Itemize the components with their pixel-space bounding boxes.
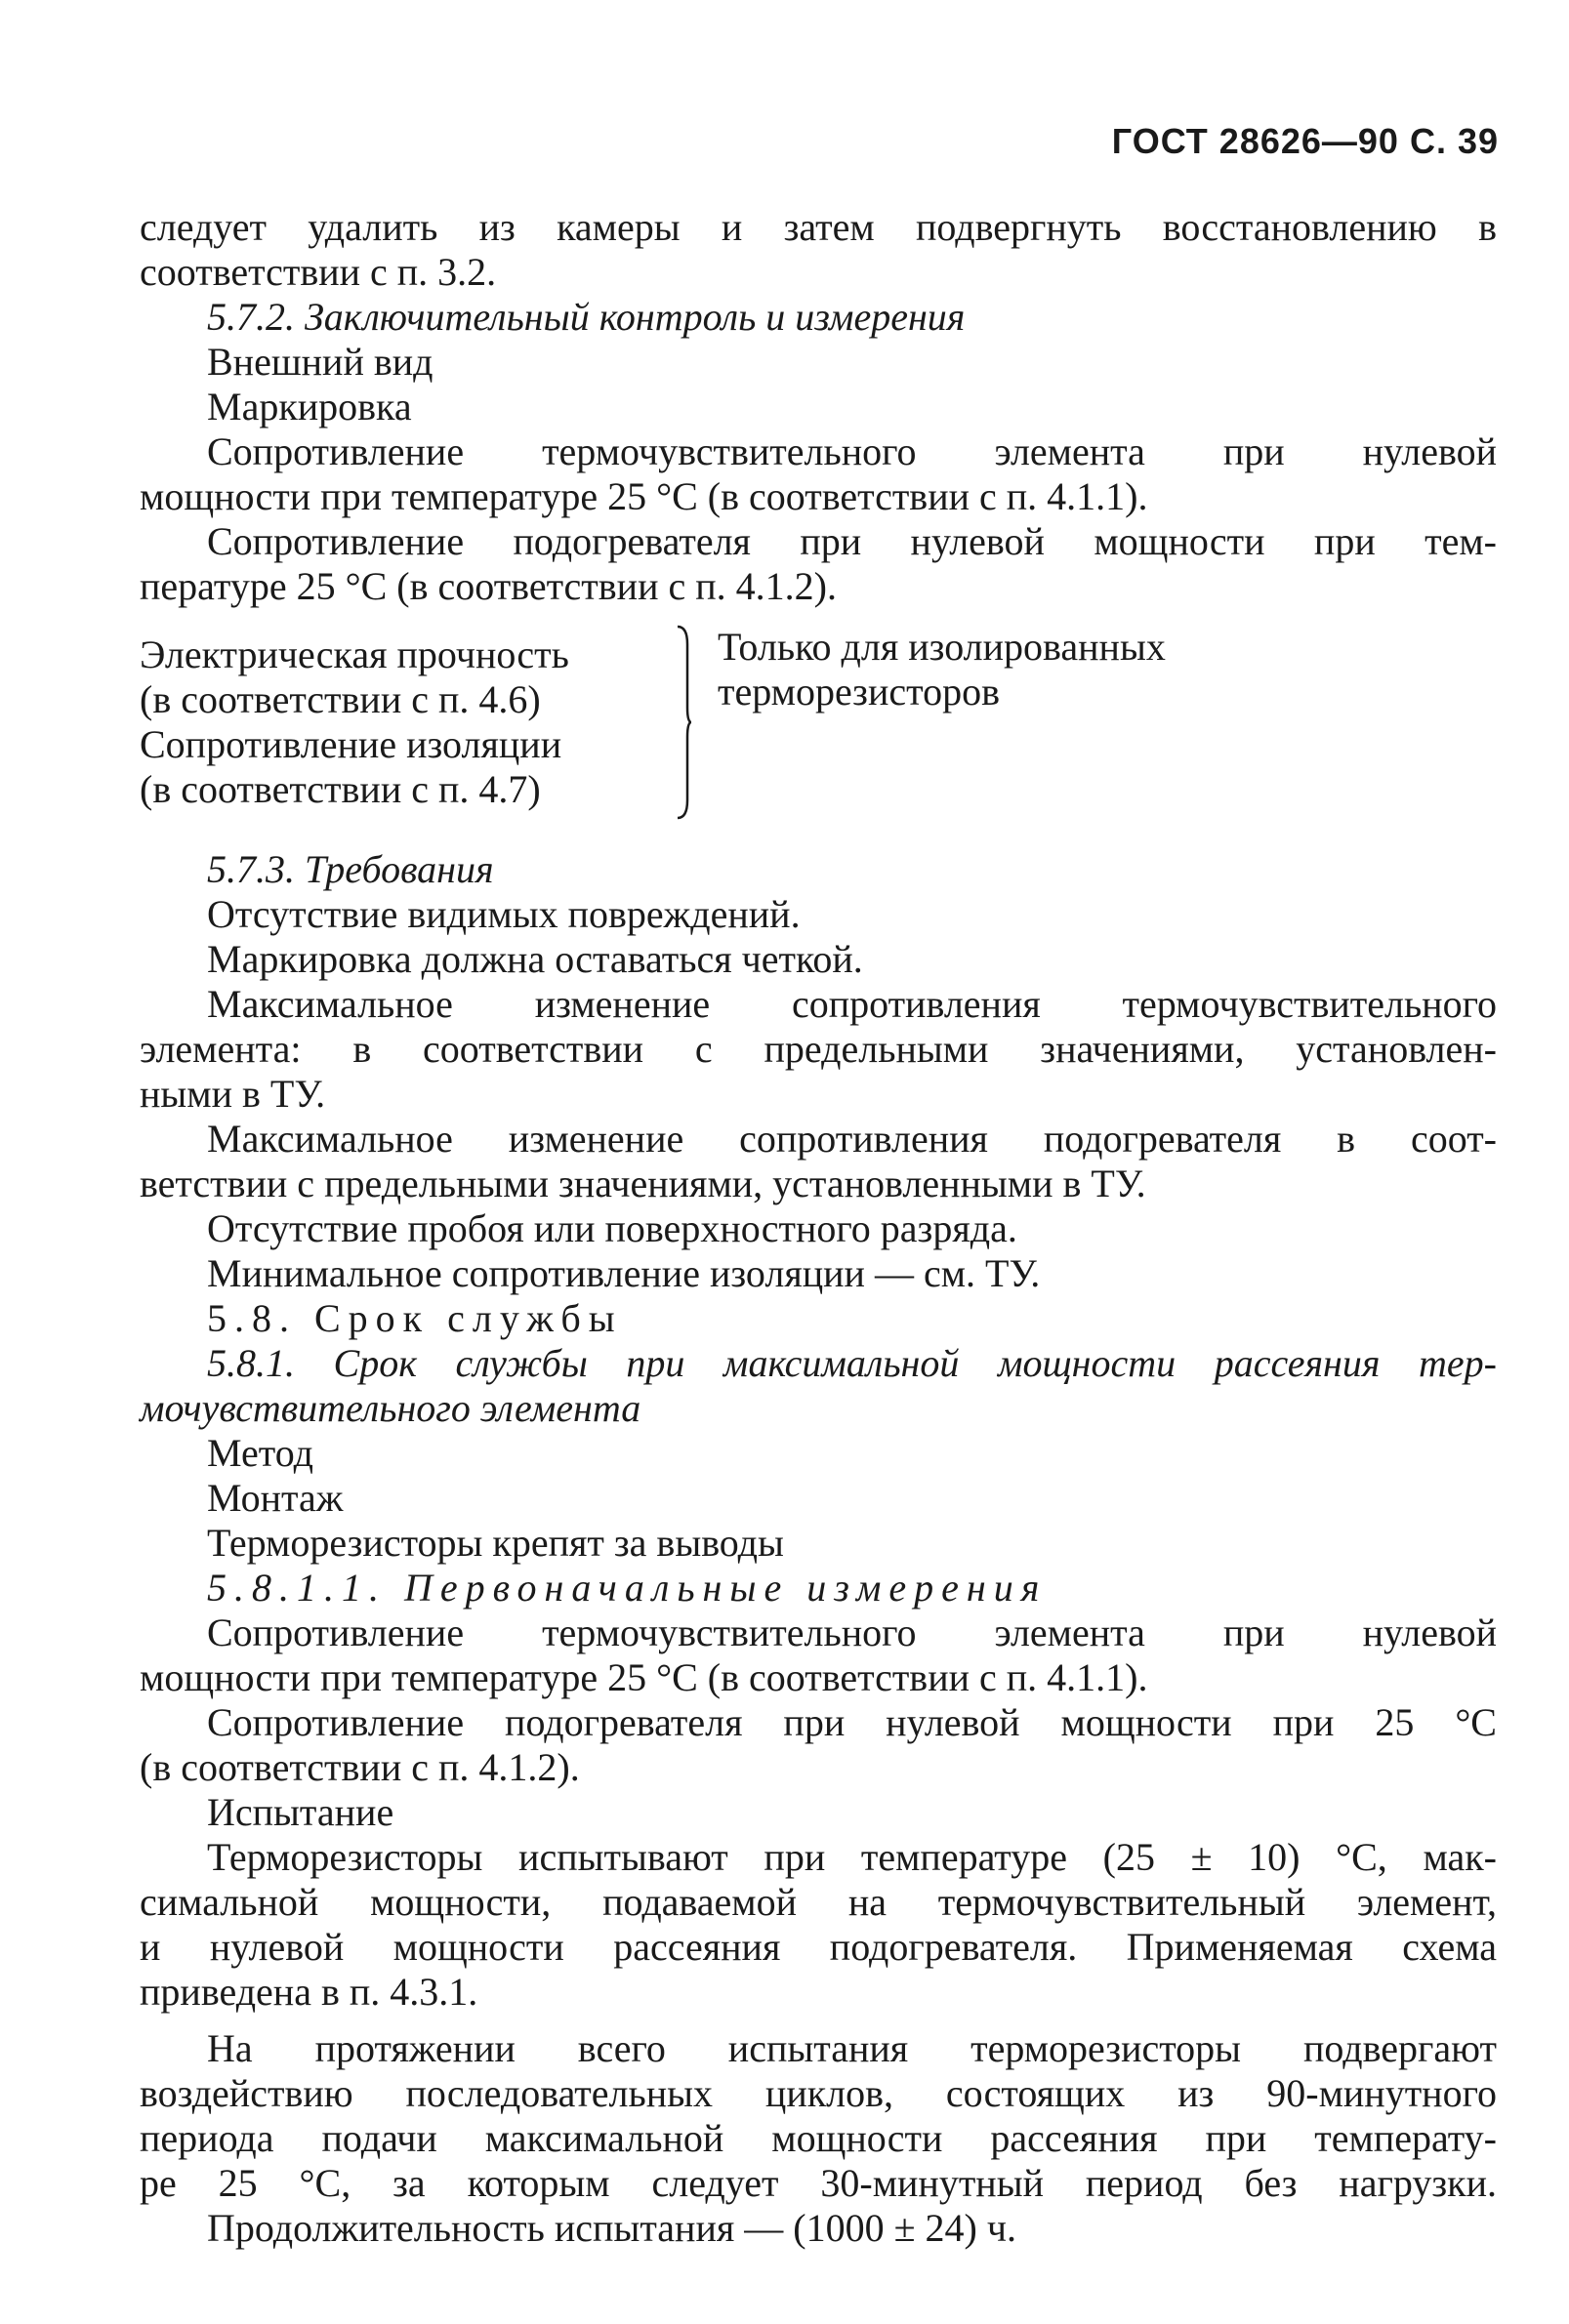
text-line: Внешний вид: [207, 340, 434, 384]
text-line: элемента: в соответствии с предельными значениями, установлен-: [140, 1027, 1497, 1071]
text-line: следует удалить из камеры и затем подвергнуть восстановлению в: [140, 205, 1497, 249]
text-line: приведена в п. 4.3.1.: [140, 1970, 478, 2014]
text-line: Монтаж: [207, 1476, 344, 1520]
text-line: Сопротивление термочувствительного элемента при нулевой: [207, 1610, 1497, 1654]
section-heading: 5.7.3. Требования: [207, 847, 494, 891]
text-line: Маркировка должна оставаться четкой.: [207, 937, 863, 981]
text-line: соответствии с п. 3.2.: [140, 250, 497, 294]
page-header: ГОСТ 28626—90 С. 39: [1111, 121, 1499, 161]
bracket-item: Электрическая прочность: [140, 632, 569, 676]
text-line: и нулевой мощности рассеяния подогревателя. Применяемая схема: [140, 1925, 1497, 1969]
bracket-note: терморезисторов: [718, 670, 1000, 714]
curly-brace: [674, 625, 693, 820]
text-line: мощности при температуре 25 °С (в соответствии с п. 4.1.1).: [140, 1655, 1148, 1699]
bracket-group-left: [140, 632, 667, 812]
text-line: Испытание: [207, 1790, 394, 1834]
text-line: пературе 25 °С (в соответствии с п. 4.1.2).: [140, 564, 837, 608]
bracket-item: (в соответствии с п. 4.7): [140, 767, 541, 811]
text-line: мощности при температуре 25 °С (в соответствии с п. 4.1.1).: [140, 474, 1148, 518]
text-line: Сопротивление подогревателя при нулевой мощности при тем-: [207, 519, 1497, 563]
text-line: периода подачи максимальной мощности рассеяния при температу-: [140, 2116, 1497, 2160]
section-heading: 5.8.1. Срок службы при максимальной мощности рассеяния тер-: [207, 1341, 1497, 1385]
text-line: Максимальное изменение сопротивления термочувствительного: [207, 982, 1497, 1026]
text-line: Терморезисторы крепят за выводы: [207, 1521, 784, 1565]
section-heading: 5.8.1.1. Первоначальные измерения: [207, 1566, 1048, 1610]
text-line: ными в ТУ.: [140, 1072, 326, 1116]
text-line: симальной мощности, подаваемой на термочувствительный элемент,: [140, 1880, 1497, 1924]
bracket-note: Только для изолированных: [718, 625, 1166, 669]
text-line: На протяжении всего испытания терморезисторы подвергают: [207, 2026, 1497, 2070]
bracket-item: (в соответствии с п. 4.6): [140, 677, 541, 721]
text-line: ветствии с предельными значениями, установленными в ТУ.: [140, 1162, 1146, 1205]
bracket-item: Сопротивление изоляции: [140, 722, 562, 766]
text-line: Минимальное сопротивление изоляции — см. ТУ.: [207, 1251, 1041, 1295]
text-line: (в соответствии с п. 4.1.2).: [140, 1745, 580, 1789]
text-line: Терморезисторы испытывают при температуре (25 ± 10) °С, мак-: [207, 1835, 1497, 1879]
bracket-group-right: [718, 625, 1166, 714]
text-line: воздействию последовательных циклов, состоящих из 90-минутного: [140, 2071, 1497, 2115]
text-line: Отсутствие пробоя или поверхностного разряда.: [207, 1206, 1017, 1250]
section-heading: 5.7.2. Заключительный контроль и измерения: [207, 295, 966, 339]
text-line: Продолжительность испытания — (1000 ± 24) ч.: [207, 2206, 1016, 2250]
text-line: ре 25 °С, за которым следует 30-минутный период без нагрузки.: [140, 2161, 1497, 2205]
text-line: Метод: [207, 1431, 313, 1475]
section-heading: мочувствительного элемента: [140, 1386, 641, 1430]
text-line: Сопротивление термочувствительного элемента при нулевой: [207, 429, 1497, 473]
text-line: Максимальное изменение сопротивления подогревателя в соот-: [207, 1117, 1497, 1161]
text-line: Сопротивление подогревателя при нулевой мощности при 25 °С: [207, 1700, 1497, 1744]
section-heading: 5.8. Срок службы: [207, 1296, 623, 1340]
text-line: Отсутствие видимых повреждений.: [207, 892, 801, 936]
text-line: Маркировка: [207, 385, 412, 428]
